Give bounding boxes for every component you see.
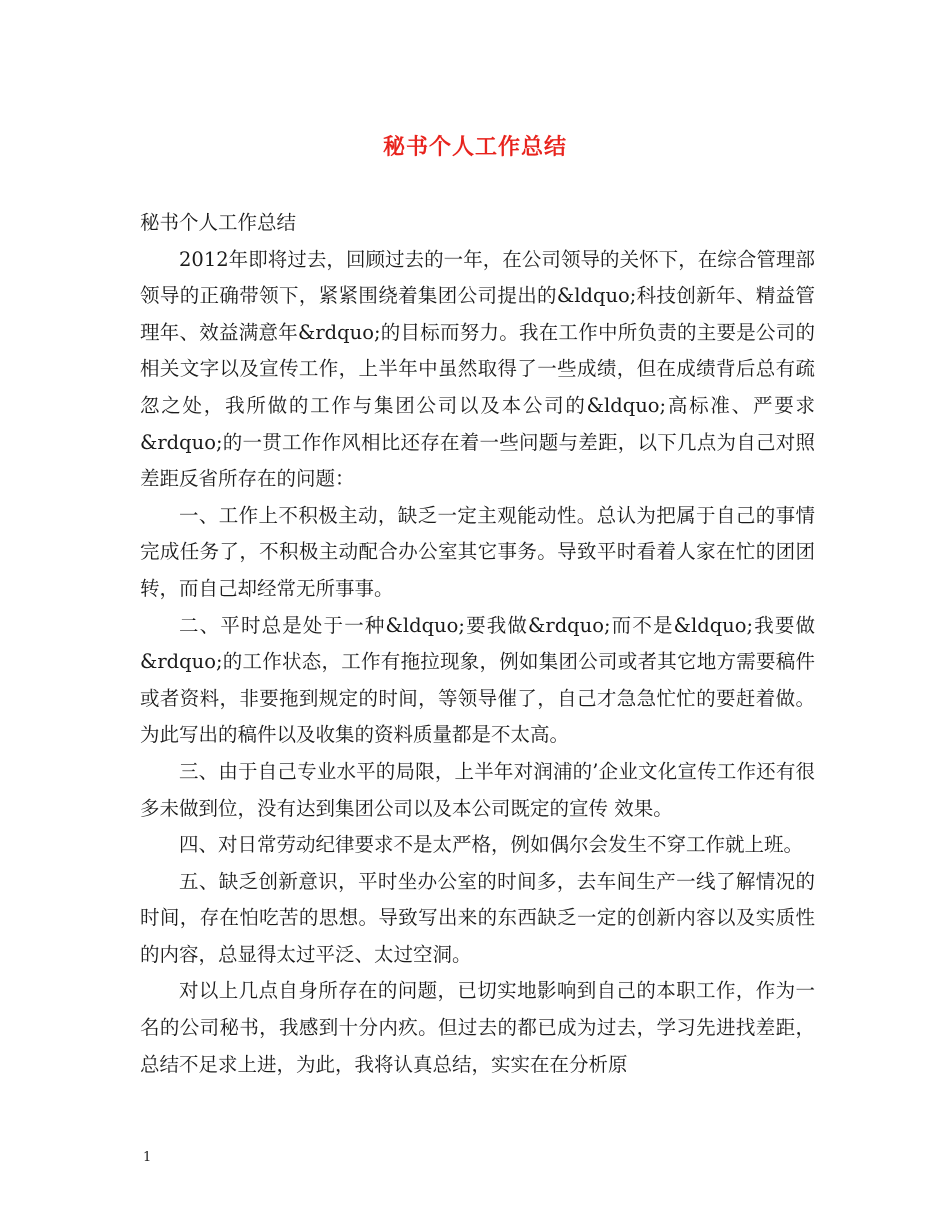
paragraph-item-1: 一、工作上不积极主动，缺乏一定主观能动性。总认为把属于自己的事情完成任务了，不积极主动配合办公室其它事务。导致平时看着人家在忙的团团转，而自己却经常无所事事。 [140, 503, 815, 600]
document-title: 秘书个人工作总结 [382, 134, 567, 160]
paragraph-item-5: 五、缺乏创新意识，平时坐办公室的时间多，去车间生产一线了解情况的时间，存在怕吃苦的思想。导致写出来的东西缺乏一定的创新内容以及实质性的内容，总显得太过平泛、太过空洞。 [140, 869, 815, 966]
paragraph-item-2: 二、平时总是处于一种&ldquo;要我做&rdquo;而不是&ldquo;我要做&rdquo;的工作状态，工作有拖拉现象，例如集团公司或者其它地方需要稿件或者资料，非要拖到规定的时间，等领导催了，自己才急急忙忙的要赶着做。为此写出的稿件以及收集的资料质量都是不太高。 [140, 613, 815, 747]
page-number: 1 [143, 1150, 152, 1165]
paragraph-item-3: 三、由于自己专业水平的局限，上半年对润浦的’企业文化宣传工作还有很多未做到位，没有达到集团公司以及本公司既定的宣传 效果。 [140, 759, 815, 820]
paragraph-intro: 2012年即将过去，回顾过去的一年，在公司领导的关怀下，在综合管理部领导的正确带领下，紧紧围绕着集团公司提出的&ldquo;科技创新年、精益管理年、效益满意年&rdquo;的目标而努力。我在工作中所负责的主要是公司的相关文字以及宣传工作，上半年中虽然取得了一些成绩，但在成绩背后总有疏忽之处，我所做的工作与集团公司以及本公司的&ldquo;高标准、严要求&rdquo;的一贯工作作风相比还存在着一些问题与差距，以下几点为自己对照差距反省所存在的问题： [140, 247, 815, 491]
paragraph-conclusion: 对以上几点自身所存在的问题，已切实地影响到自己的本职工作，作为一名的公司秘书，我感到十分内疚。但过去的都已成为过去，学习先进找差距，总结不足求上进，为此，我将认真总结，实实在在分析原 [140, 979, 815, 1076]
document-body [140, 205, 815, 1083]
document-subtitle: 秘书个人工作总结 [140, 211, 297, 234]
paragraph-item-4: 四、对日常劳动纪律要求不是太严格，例如偶尔会发生不穿工作就上班。 [179, 833, 804, 857]
